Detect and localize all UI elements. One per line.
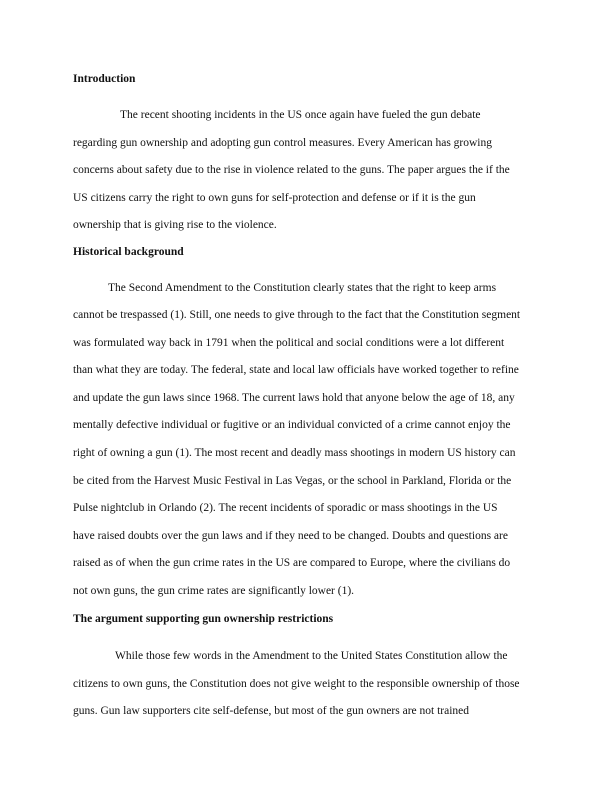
intro-line-4: US citizens carry the right to own guns for self-protection and defense or if it is the gun <box>73 192 476 204</box>
heading-introduction: Introduction <box>73 73 136 85</box>
history-line-1: The Second Amendment to the Constitution clearly states that the right to keep arms <box>108 282 497 294</box>
history-line-3: was formulated way back in 1791 when the political and social conditions were a lot different <box>73 337 505 349</box>
history-line-12: not own guns, the gun crime rates are significantly lower (1). <box>73 585 355 597</box>
intro-line-2: regarding gun ownership and adopting gun control measures. Every American has growing <box>73 137 493 149</box>
history-line-8: be cited from the Harvest Music Festival in Las Vegas, or the school in Parkland, Florida or the <box>73 475 512 487</box>
heading-historical-background: Historical background <box>73 246 184 258</box>
history-line-9: Pulse nightclub in Orlando (2). The recent incidents of sporadic or mass shootings in the US <box>73 502 498 514</box>
intro-line-5: ownership that is giving rise to the violence. <box>73 219 277 231</box>
argument-line-1: While those few words in the Amendment to the United States Constitution allow the <box>115 650 508 662</box>
argument-line-2: citizens to own guns, the Constitution does not give weight to the responsible ownership of those <box>73 678 520 690</box>
argument-line-3: guns. Gun law supporters cite self-defense, but most of the gun owners are not trained <box>73 705 470 717</box>
history-line-11: raised as of when the gun crime rates in the US are compared to Europe, where the civilians do <box>73 557 511 569</box>
history-line-7: right of owning a gun (1). The most recent and deadly mass shootings in modern US history can <box>73 447 516 459</box>
intro-line-1: The recent shooting incidents in the US once again have fueled the gun debate <box>120 109 481 121</box>
history-line-2: cannot be trespassed (1). Still, one needs to give through to the fact that the Constitution segment <box>73 309 521 321</box>
intro-line-3: concerns about safety due to the rise in violence related to the guns. The paper argues the if the <box>73 164 510 176</box>
history-line-10: have raised doubts over the gun laws and if they need to be changed. Doubts and questions are <box>73 530 508 542</box>
history-line-6: mentally defective individual or fugitive or an individual convicted of a crime cannot enjoy the <box>73 419 511 431</box>
history-line-5: and update the gun laws since 1968. The current laws hold that anyone below the age of 18, any <box>73 392 515 404</box>
heading-argument: The argument supporting gun ownership restrictions <box>73 613 334 625</box>
history-line-4: than what they are today. The federal, state and local law officials have worked together to refine <box>73 364 519 376</box>
